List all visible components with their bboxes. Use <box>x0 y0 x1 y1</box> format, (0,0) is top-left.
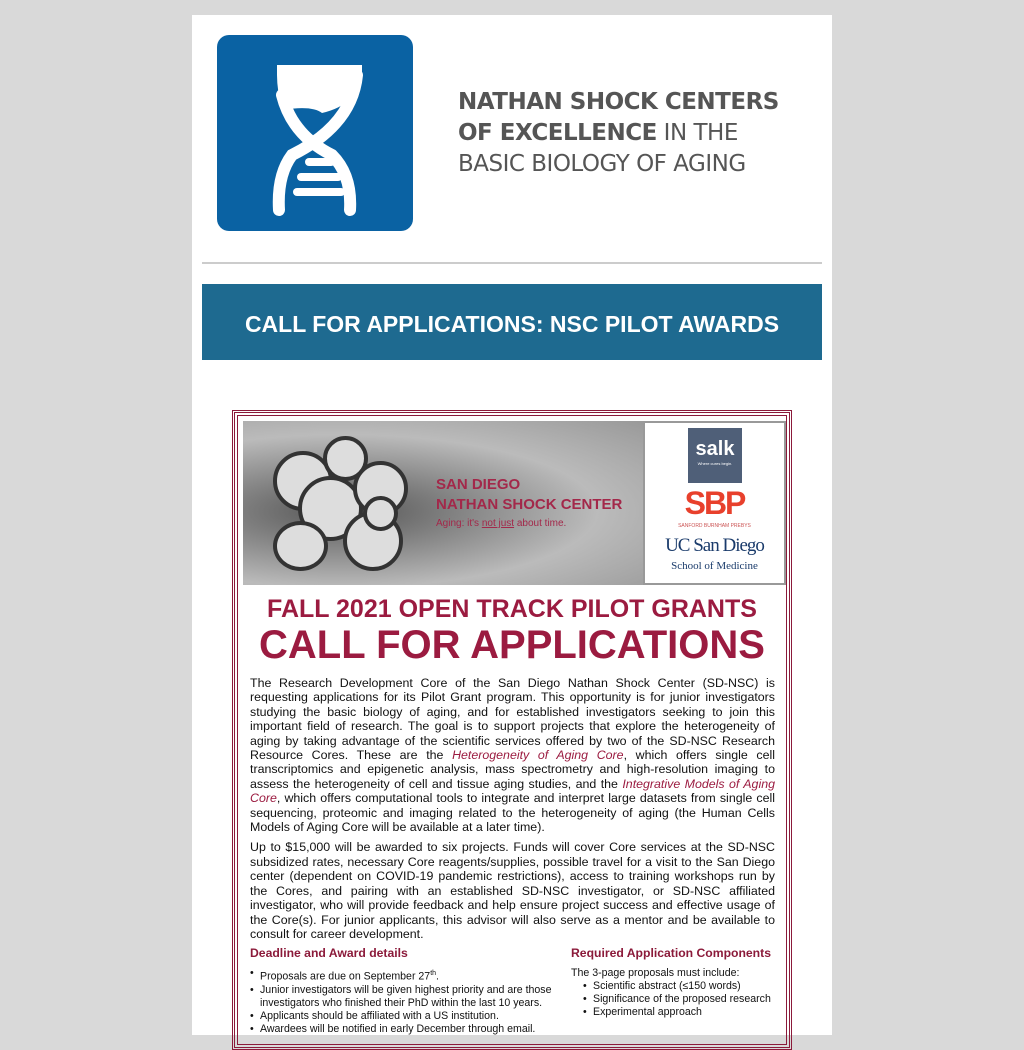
clock-icon <box>273 521 328 571</box>
brand-line: OF EXCELLENCE <box>458 120 657 146</box>
brand-line: IN THE <box>656 120 738 146</box>
salk-logo: salk Where cures begin. <box>688 428 742 483</box>
flyer-heading: CALL FOR APPLICATIONS <box>259 623 765 667</box>
list-item: • Awardees will be notified in early December through email. <box>250 1023 555 1036</box>
brand-line: NATHAN SHOCK CENTERS <box>458 89 779 115</box>
core-name: Heterogeneity of Aging Core <box>452 748 624 763</box>
brand-line: BASIC BIOLOGY OF AGING <box>458 151 746 177</box>
list-item: • Applicants should be affiliated with a US institution. <box>250 1010 555 1023</box>
flyer-image[interactable] <box>232 410 792 1050</box>
requirements-intro: The 3-page proposals must include: <box>571 967 740 979</box>
clock-icon <box>363 496 398 531</box>
section-banner: CALL FOR APPLICATIONS: NSC PILOT AWARDS <box>202 284 822 360</box>
divider <box>202 262 822 264</box>
clocks-photo <box>243 421 643 585</box>
list-item: • Proposals are due on September 27th. <box>250 967 555 984</box>
section-title: Deadline and Award details <box>250 946 408 960</box>
list-item: • Significance of the proposed research <box>583 993 773 1006</box>
ucsd-logo: UC San Diego <box>665 535 764 556</box>
list-item: • Scientific abstract (≤150 words) <box>583 980 773 993</box>
brand-name <box>458 87 779 180</box>
section-title: Required Application Components <box>571 946 771 960</box>
flyer-body <box>250 676 775 947</box>
email-card <box>192 15 832 1035</box>
center-name: SAN DIEGO NATHAN SHOCK CENTER <box>436 476 623 513</box>
core-name: Integrative Models of Aging Core <box>250 776 775 806</box>
tagline: Aging: it's not just about time. <box>436 518 567 529</box>
nsc-logo <box>217 35 413 231</box>
sbp-logo: SBP <box>684 485 745 521</box>
list-item: • Experimental approach <box>583 1006 773 1019</box>
requirements-section <box>571 947 773 1019</box>
list-item: • Junior investigators will be given highest priority and are those investigators who finished their PhD within the last 10 years. <box>250 984 555 1010</box>
deadline-section <box>250 947 555 1036</box>
partner-logos <box>643 421 786 585</box>
sbp-subtitle: SANFORD BURNHAM PREBYS <box>678 523 751 529</box>
ucsd-subtitle: School of Medicine <box>671 560 758 572</box>
paragraph-intro: The Research Development Core of the San Diego Nathan Shock Center (SD-NSC) is requesting applications for its Pilot Grant program. This opportunity is for junior investigators studying the basic biology of aging, and for established investigators seeking to join this important field of research. The goal is to support projects that explore the heterogeneity of aging by taking advantage of the scientific services offered by two of the SD-NSC Research Resource Cores. These are the Heterogeneity of Aging Core, which offers single cell transcriptomics and epigenetic analysis, mass spectrometry and high-resolution imaging to assess the heterogeneity of cell and tissue aging studies, and the Integrative Models of Aging Core, which offers computational tools to integrate and interpret large datasets from single cell sequencing, proteomic and imaging related to the heterogeneity of aging (the Human Cells Models of Aging Core will be available at a later time). <box>250 676 775 835</box>
dna-hourglass-icon <box>217 35 413 231</box>
flyer-subheading: FALL 2021 OPEN TRACK PILOT GRANTS <box>267 595 757 623</box>
paragraph-funding: Up to $15,000 will be awarded to six projects. Funds will cover Core services at the SD-NSC subsidized rates, necessary Core reagents/supplies, possible travel for a visit to the San Diego center (dependent on COVID-19 pandemic restrictions), access to training workshops run by the Cores, and pairing with an established SD-NSC investigator, or SD-NSC affiliated investigator, who will provide feedback and help ensure project success and effective usage of the Core(s). For junior applicants, this advisor will also serve as a mentor and be available to consult for career development. <box>250 840 775 941</box>
